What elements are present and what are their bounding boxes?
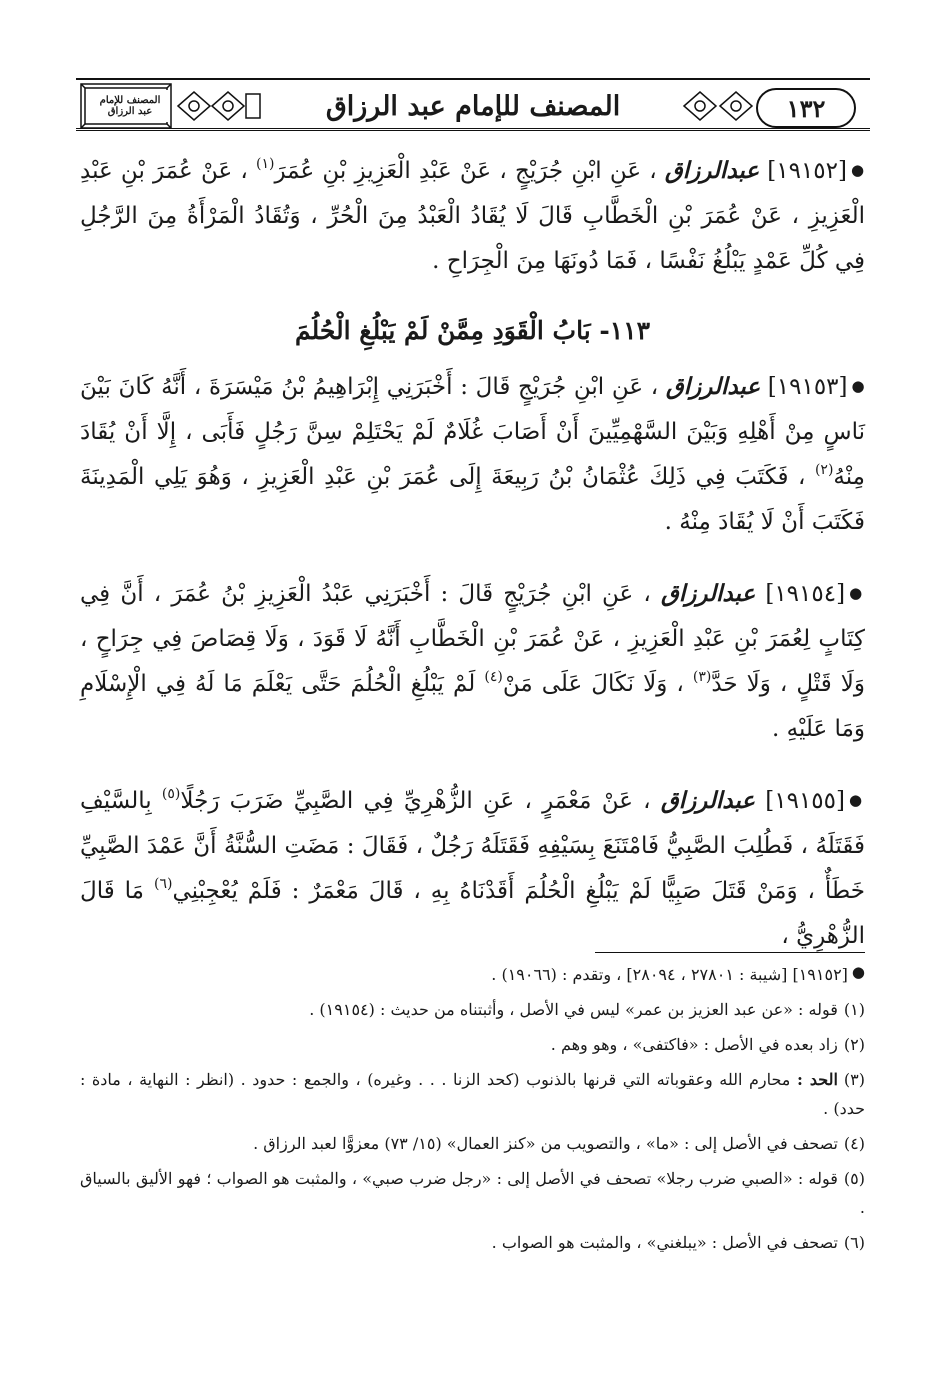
footnote-source — [80, 958, 865, 989]
footnote-number: (٢) — [843, 1035, 865, 1054]
hadith-text: ، عَنِ ابْنِ جُرَيْجٍ ، عَنْ عَبْدِ الْعَزِيزِ بْنِ عُمَرَ — [274, 158, 657, 184]
footnote-6 — [80, 1228, 865, 1257]
footnote-number: (٦) — [843, 1233, 865, 1252]
hadith-text: ، عَنِ ابْنِ جُرَيْجٍ قَالَ : أَخْبَرَنِي عَبْدُ الْعَزِيزِ بْنُ عُمَرَ ، أَنَّ فِي كِتَابٍ لِعُمَرَ بْنِ عَبْدِ الْعَزِيزِ ، عَنْ عُمَرَ بْنِ الْخَطَّابِ أَنَّهُ لَا قَوَدَ ، وَلَا قِصَاصَ فِي جِرَاحٍ ، وَلَا قَتْلٍ ، وَلَا حَدَّ — [80, 581, 866, 697]
hadith-number: [١٩١٥٤] — [765, 581, 846, 607]
source-text: [١٩١٥٢] [شيبة : ٢٧٨٠١ ، ٢٨٠٩٤] ، وتقدم : (١٩٠٦٦) . — [491, 965, 848, 984]
footnote-text: قوله : «عن عبد العزيز بن عمر» ليس في الأصل ، وأثبتناه من حديث : (١٩١٥٤) . — [309, 1000, 838, 1019]
footnote-text: زاد بعده في الأصل : «فاكتفى» ، وهو وهم . — [550, 1035, 838, 1054]
footnotes — [80, 958, 865, 1263]
narrator-name: عبدالرزاق — [665, 373, 761, 400]
hadith-19155 — [80, 778, 865, 959]
hadith-number: [١٩١٥٣] — [767, 374, 848, 400]
hadith-text: ، عَنِ ابْنِ جُرَيْجٍ قَالَ : أَخْبَرَنِي إِبْرَاهِيمُ بْنُ مَيْسَرَةَ ، أَنَّهُ كَانَ بَيْنَ نَاسٍ مِنْ أَهْلِهِ وَبَيْنَ السَّهْمِيِّينَ أَنْ أَصَابَ غُلَامٌ لَمْ يَحْتَلِمْ سِنَّ رَجُلٍ فَأَبَى ، إِلَّا أَنْ يُقَادَ مِنْهُ — [80, 374, 865, 490]
narrator-name: عبدالرزاق — [661, 580, 756, 607]
footnote-5 — [80, 1164, 865, 1222]
footnote-text: محارم الله وعقوباته التي قرنها بالذنوب (كحد الزنا . . . وغيره) ، والجمع : حدود . (انظر : النهاية ، مادة : حدد) . — [80, 1070, 865, 1118]
footnote-text: تصحف في الأصل إلى : «ما» ، والتصويب من «كنز العمال» (١٥/ ٧٣) معزوًّا لعبد الرزاق . — [253, 1134, 838, 1153]
hadith-text: ، وَلَا نَكَالَ عَلَى مَنْ — [502, 671, 684, 697]
bullet-icon: ● — [851, 161, 865, 179]
footnote-text: قوله : «الصبي ضرب رجلا» تصحف في الأصل إلى : «رجل ضرب صبي» ، والمثبت هو الصواب ؛ فهو الأليق بالسياق . — [80, 1169, 865, 1217]
hadith-text: بِالسَّيْفِ فَقَتَلَهُ ، فَطُلِبَ الصَّبِيُّ فَامْتَنَعَ بِسَيْفِهِ فَقَتَلَهُ رَجُلٌ ، فَقَالَ : مَضَتِ السُّنَّةُ أَنَّ عَمْدَ الصَّبِيِّ خَطَأٌ ، وَمَنْ قَتَلَ صَبِيًّا لَمْ يَبْلُغِ الْحُلُمَ أَقَدْنَاهُ بِهِ ، قَالَ مَعْمَرٌ : فَلَمْ يُعْجِبْنِي — [80, 788, 866, 904]
bullet-icon: ● — [849, 584, 866, 602]
hadith-number: [١٩١٥٥] — [765, 788, 845, 814]
footnote-ref: (٤) — [484, 669, 503, 685]
footnote-term: الحد : — [796, 1070, 838, 1089]
brand-logo: المصنف للإمام عبد الرزاق — [92, 90, 168, 122]
footnote-4 — [80, 1129, 865, 1158]
hadith-19154 — [80, 571, 865, 752]
footnote-ref: (٣) — [692, 669, 712, 685]
ornament-right-icon — [680, 86, 756, 126]
footnote-ref: (٥) — [161, 786, 181, 802]
footnote-number: (١) — [843, 1000, 865, 1019]
footnote-3 — [80, 1065, 865, 1123]
hadith-number: [١٩١٥٢] — [767, 158, 848, 184]
narrator-name: عبدالرزاق — [664, 157, 760, 184]
hadith-19153 — [80, 364, 865, 545]
footnote-separator — [595, 952, 865, 953]
hadith-text: ، عَنْ عُمَرَ بْنِ عَبْدِ الْعَزِيزِ ، عَنْ عُمَرَ بْنِ الْخَطَّابِ قَالَ لَا يُقَادُ الْعَبْدُ مِنَ الْحُرِّ ، وَتُقَادُ الْمَرْأَةُ مِنَ الرَّجُلِ فِي كُلِّ عَمْدٍ يَبْلُغُ نَفْسًا ، فَمَا دُونَهَا مِنَ الْجِرَاحِ . — [80, 158, 865, 274]
narrator-name: عبدالرزاق — [660, 787, 756, 814]
footnote-ref: (٢) — [814, 462, 834, 478]
bullet-icon: ● — [851, 377, 865, 395]
bullet-icon: ● — [851, 963, 865, 981]
main-text — [80, 148, 865, 284]
footnote-number: (٥) — [843, 1169, 866, 1188]
hadith-text: ، فَكَتَبَ فِي ذَلِكَ عُثْمَانُ بْنُ رَبِيعَةَ إِلَى عُمَرَ بْنِ عَبْدِ الْعَزِيزِ ، وَهُوَ يَلِي الْمَدِينَةَ فَكَتَبَ أَنْ لَا يُقَادَ مِنْهُ . — [80, 464, 865, 535]
footnote-1 — [80, 995, 865, 1024]
ornament-left-icon — [174, 86, 264, 126]
footnote-number: (٣) — [843, 1070, 866, 1089]
header-bottom-rule — [76, 128, 870, 134]
bullet-icon: ● — [849, 791, 866, 809]
running-title: المصنف للإمام عبد الرزاق — [325, 90, 621, 122]
main-text-continued — [80, 364, 865, 959]
footnote-text: تصحف في الأصل : «يبلغني» ، والمثبت هو الصواب . — [491, 1233, 838, 1252]
hadith-text: لَمْ يَبْلُغِ الْحُلُمَ حَتَّى يَعْلَمَ مَا لَهُ فِي الْإِسْلَامِ وَمَا عَلَيْهِ . — [80, 671, 865, 742]
page-number: ١٣٢ — [756, 88, 856, 128]
page-header — [76, 78, 870, 134]
footnote-ref: (٦) — [153, 876, 173, 892]
hadith-19152 — [80, 148, 865, 284]
footnote-ref: (١) — [256, 156, 275, 172]
header-top-rule — [76, 78, 870, 80]
hadith-text: مَا قَالَ الزُّهْرِيُّ ، — [80, 878, 865, 949]
hadith-text: ، عَنْ مَعْمَرٍ ، عَنِ الزُّهْرِيِّ فِي الصَّبِيِّ ضَرَبَ رَجُلًا — [180, 788, 651, 814]
chapter-heading: ١١٣- بَابُ الْقَوَدِ مِمَّنْ لَمْ يَبْلُغِ الْحُلُمَ — [294, 316, 651, 345]
brand-emblem — [80, 83, 172, 129]
footnote-number: (٤) — [843, 1134, 865, 1153]
footnote-2 — [80, 1030, 865, 1059]
